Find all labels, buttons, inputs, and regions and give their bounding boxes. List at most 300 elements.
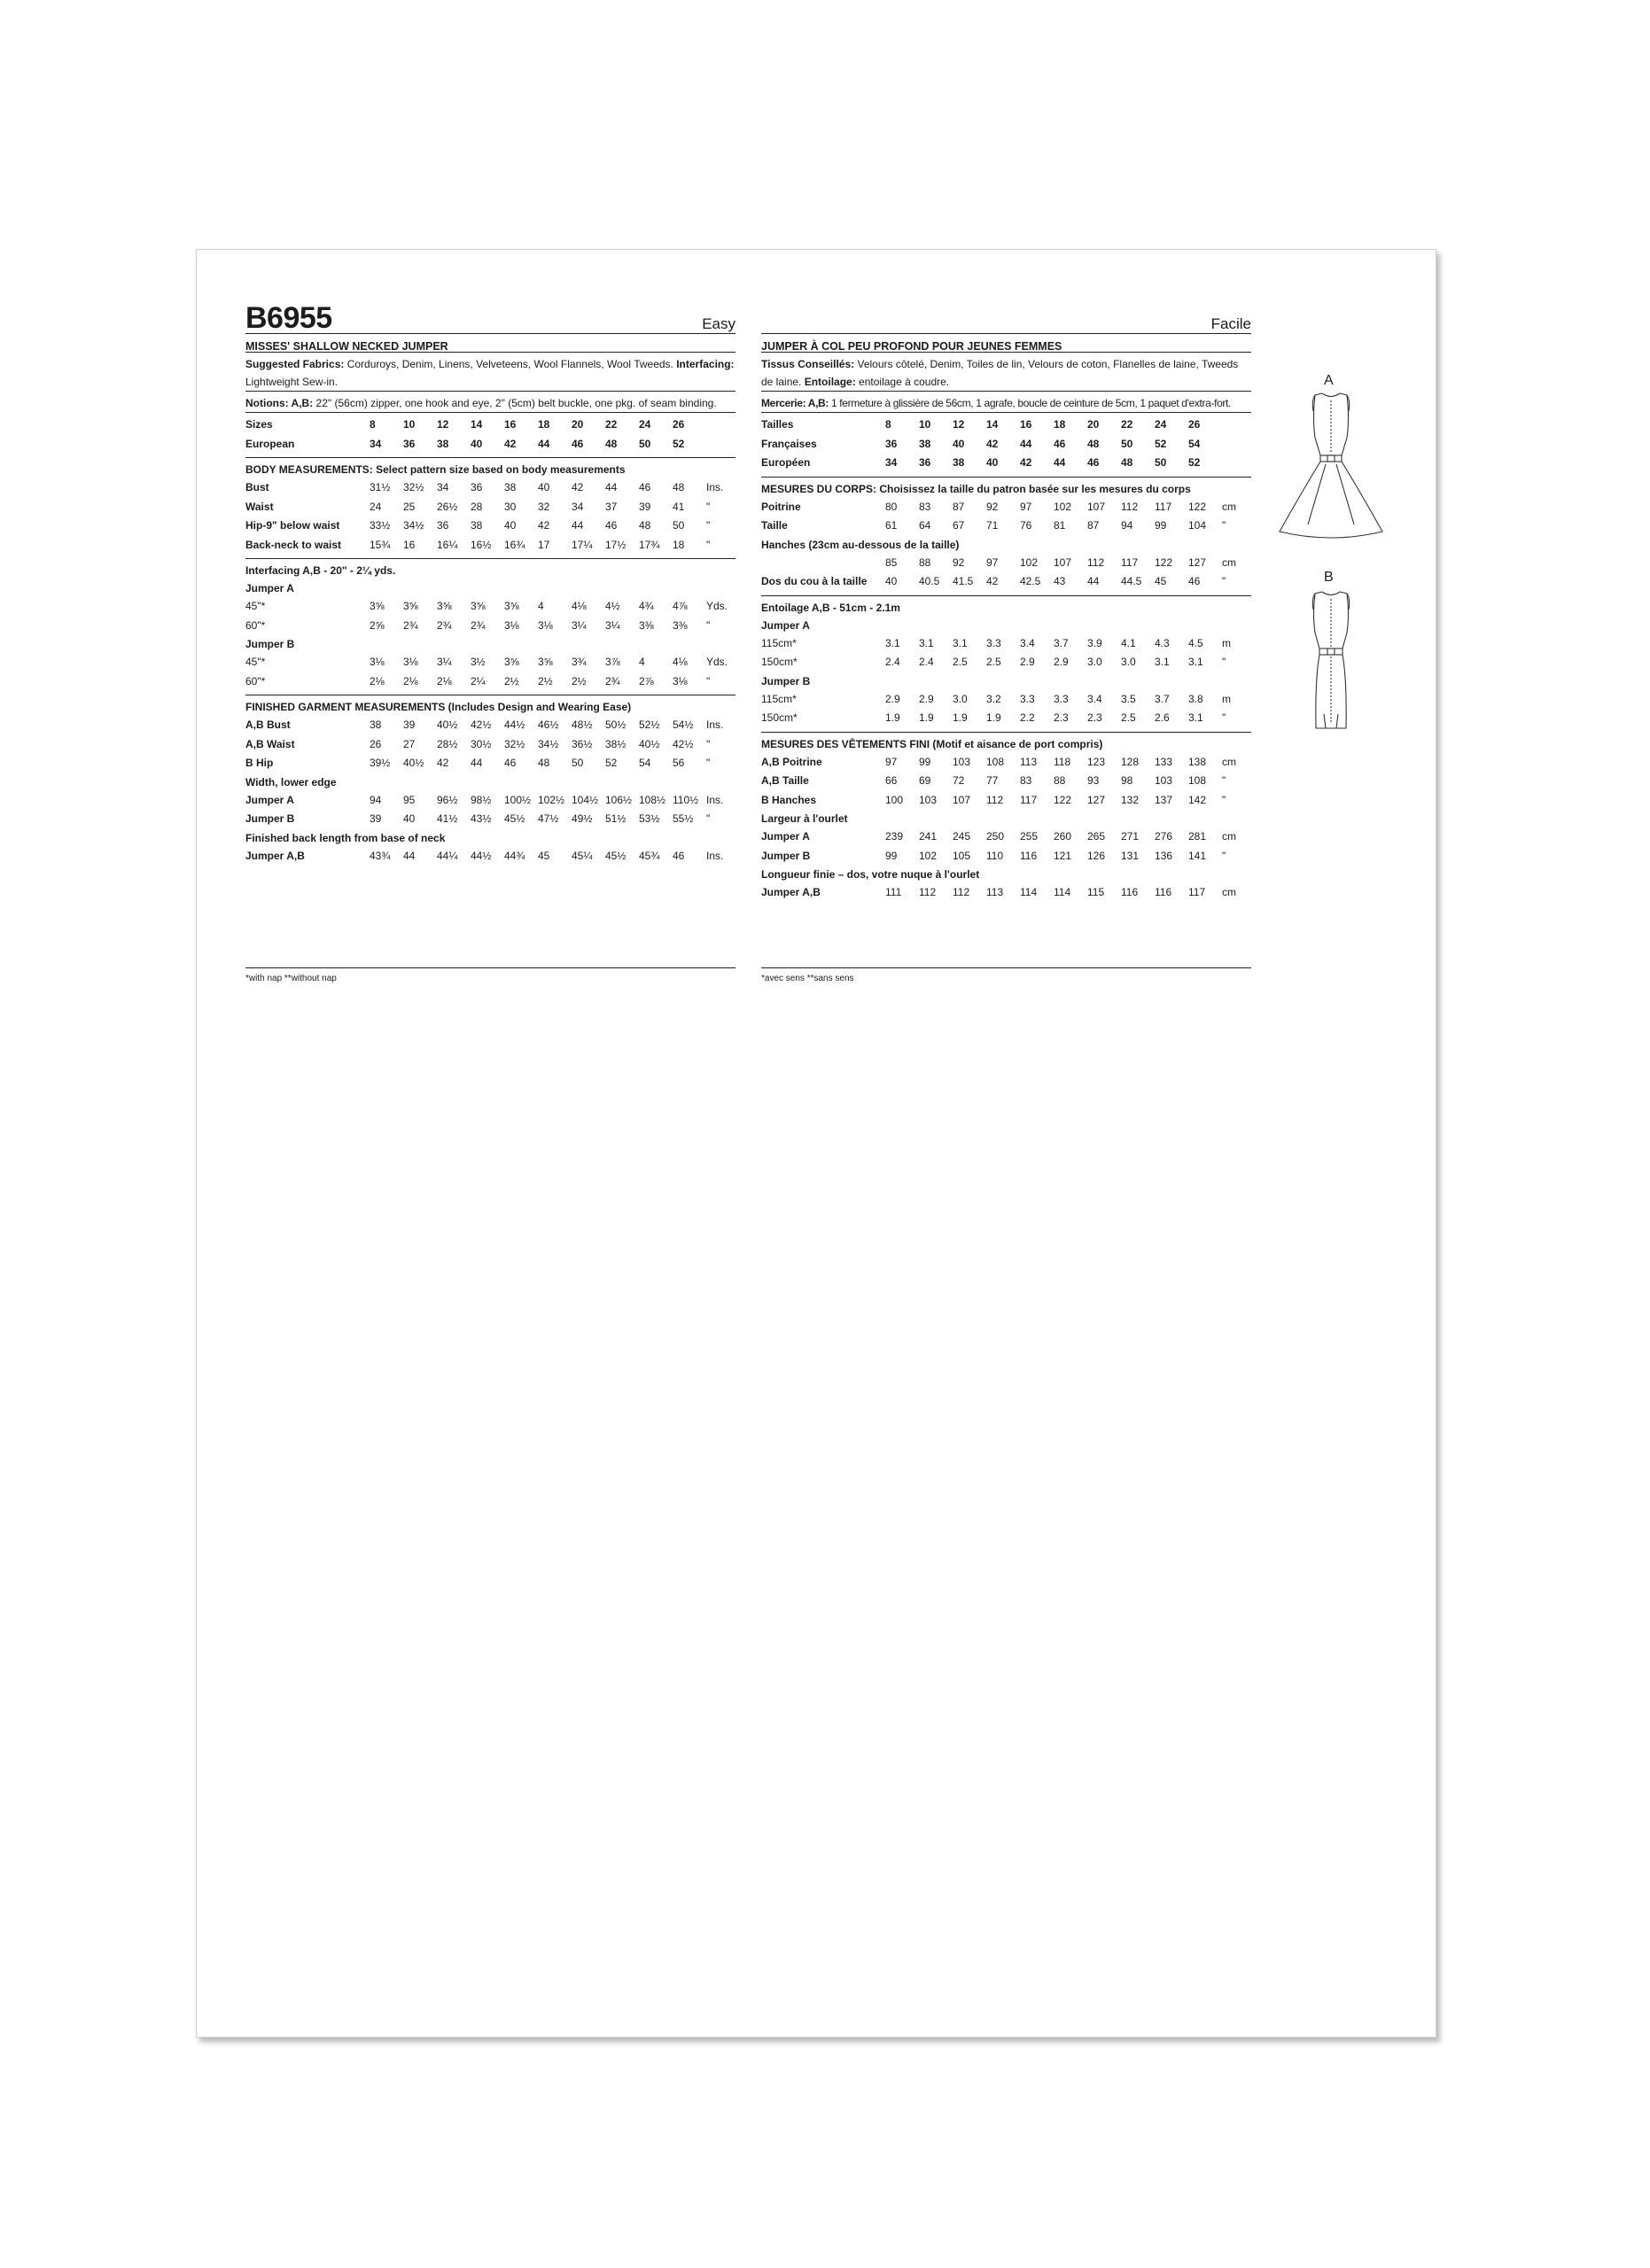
table-row — [245, 716, 735, 735]
size-value: 116 — [1155, 886, 1172, 898]
table-row — [761, 883, 1251, 903]
size-value: 88 — [1054, 774, 1066, 787]
size-value: 107 — [1087, 500, 1106, 513]
body-measurements-block-fr — [761, 478, 1251, 596]
unit-cell: cm — [1222, 755, 1236, 768]
table-row — [761, 653, 1251, 672]
size-value: 44½ — [504, 718, 525, 731]
size-value: 2⅛ — [403, 674, 418, 687]
size-value: 2¾ — [403, 618, 418, 632]
size-value: 126 — [1087, 849, 1106, 862]
size-value: 116 — [1121, 886, 1139, 898]
jumper-b-table — [245, 653, 735, 691]
size-value: 42 — [437, 757, 449, 769]
interfacing-label: Interfacing: — [676, 358, 735, 370]
table-row — [245, 536, 735, 555]
size-value: 24 — [1155, 418, 1167, 431]
size-value: 40 — [403, 812, 416, 825]
size-value: 94 — [1121, 519, 1133, 532]
size-value: 2¾ — [605, 674, 620, 687]
size-value: 2.5 — [1121, 711, 1136, 724]
size-value: 4 — [639, 656, 645, 668]
size-value: 44¼ — [437, 849, 458, 862]
size-value: 133 — [1155, 755, 1173, 768]
size-value: 3⅞ — [605, 656, 620, 668]
size-value: 16 — [1020, 418, 1032, 431]
size-value: 112 — [1121, 500, 1139, 513]
size-value: 102½ — [538, 793, 565, 806]
size-value: 2.9 — [885, 692, 900, 705]
size-value: 17½ — [605, 538, 627, 551]
table-row — [761, 709, 1251, 728]
size-value: 15¾ — [370, 538, 391, 551]
size-value: 106½ — [605, 793, 633, 806]
notions-text: 22" (56cm) zipper, one hook and eye, 2" (5cm) belt buckle, one pkg. of seam binding. — [313, 397, 717, 409]
size-value: 44 — [1087, 575, 1100, 587]
size-value: 3.1 — [953, 636, 968, 649]
fabrics-text: Corduroys, Denim, Linens, Velveteens, Wool Flannels, Wool Tweeds. — [344, 358, 677, 370]
size-value: 22 — [1121, 418, 1133, 431]
size-value: 112 — [986, 793, 1004, 806]
table-row — [761, 772, 1251, 791]
size-value: 3.1 — [1188, 656, 1203, 668]
table-row — [761, 416, 1251, 435]
size-value: 8 — [885, 418, 891, 431]
table-row — [245, 597, 735, 617]
size-value: 18 — [538, 418, 550, 431]
size-value: 3.3 — [1054, 692, 1069, 705]
table-row — [245, 847, 735, 866]
size-value: 128 — [1121, 755, 1140, 768]
size-value: 83 — [1020, 774, 1032, 787]
view-a-dress-icon — [1276, 392, 1386, 542]
fabrics-paragraph-fr — [761, 353, 1251, 392]
jumper-a-table-fr — [761, 634, 1251, 672]
size-value: 50 — [639, 437, 651, 450]
size-value: 3⅝ — [504, 600, 519, 612]
size-value: 17¼ — [572, 538, 593, 551]
size-value: 103 — [953, 755, 971, 768]
size-value: 3⅛ — [673, 674, 688, 687]
table-row — [245, 754, 735, 773]
finished-table — [245, 716, 735, 773]
size-value: 40 — [538, 481, 550, 493]
row-label: Jumper A,B — [761, 886, 821, 898]
size-value: 14 — [986, 418, 999, 431]
row-label: Françaises — [761, 437, 817, 450]
length-table — [245, 847, 735, 866]
size-value: 12 — [953, 418, 965, 431]
length-heading: Finished back length from base of neck — [245, 831, 446, 844]
pattern-envelope-back — [196, 249, 1436, 2038]
size-value: 2.4 — [885, 656, 900, 668]
size-value: 2.5 — [953, 656, 968, 668]
size-value: 52 — [1155, 437, 1167, 450]
unit-cell: cm — [1222, 886, 1236, 898]
yardage-block-fr — [761, 596, 1251, 733]
table-row — [761, 498, 1251, 517]
size-value: 87 — [1087, 519, 1100, 532]
size-value: 42 — [538, 519, 550, 532]
hanches-heading: Hanches (23cm au-dessous de la taille) — [761, 538, 960, 551]
size-value: 32½ — [504, 737, 525, 750]
size-value: 52 — [1188, 456, 1201, 469]
size-value: 255 — [1020, 830, 1039, 843]
size-value: 96½ — [437, 793, 458, 806]
unit-cell: m — [1222, 692, 1231, 705]
size-value: 2.3 — [1087, 711, 1102, 724]
unit-cell: " — [706, 812, 711, 825]
unit-cell: " — [1222, 793, 1226, 806]
size-value: 72 — [953, 774, 965, 787]
size-value: 4⅛ — [673, 656, 688, 668]
size-value: 105 — [953, 849, 971, 862]
unit-cell: Ins. — [706, 793, 724, 806]
size-value: 114 — [1020, 886, 1038, 898]
size-value: 245 — [953, 830, 971, 843]
unit-cell: " — [706, 519, 711, 532]
size-value: 56 — [673, 757, 685, 769]
row-label: Jumper A,B — [245, 849, 305, 862]
unit-cell: " — [706, 538, 711, 551]
unit-cell: Yds. — [706, 600, 728, 612]
size-value: 99 — [919, 755, 931, 768]
length-heading-fr: Longueur finie – dos, votre nuque à l'ourlet — [761, 868, 980, 881]
row-label: 150cm* — [761, 656, 798, 668]
size-value: 95 — [403, 793, 416, 806]
fabrics-text-fr: Velours côtelé, Denim, Toiles de lin, Velours de coton, Flanelles de laine, Tweeds de laine. — [761, 358, 1239, 388]
size-value: 2.2 — [1020, 711, 1035, 724]
size-value: 48½ — [572, 718, 593, 731]
unit-cell: " — [706, 757, 711, 769]
size-value: 2⅛ — [370, 674, 385, 687]
size-value: 2⅛ — [437, 674, 452, 687]
size-value: 50 — [1155, 456, 1167, 469]
body-measurements-table — [245, 478, 735, 555]
size-value: 54 — [1188, 437, 1201, 450]
size-value: 103 — [1155, 774, 1173, 787]
size-value: 131 — [1121, 849, 1140, 862]
unit-cell: " — [1222, 849, 1226, 862]
size-value: 137 — [1155, 793, 1173, 806]
unit-cell — [706, 416, 735, 435]
unit-cell: cm — [1222, 830, 1236, 843]
size-value: 36 — [885, 437, 898, 450]
size-value: 110½ — [673, 793, 699, 806]
size-value: 33½ — [370, 519, 391, 532]
size-value: 94 — [370, 793, 382, 806]
size-value: 16¼ — [437, 538, 458, 551]
size-value: 76 — [1020, 519, 1032, 532]
row-label: Sizes — [245, 418, 273, 431]
size-value: 44 — [572, 519, 584, 532]
size-value: 20 — [572, 418, 584, 431]
size-value: 45½ — [605, 849, 627, 862]
size-value: 92 — [953, 555, 965, 569]
row-label: 150cm* — [761, 711, 798, 724]
size-value: 38 — [437, 437, 449, 450]
row-label: 115cm* — [761, 636, 797, 649]
size-value: 281 — [1188, 830, 1207, 843]
size-value: 4½ — [605, 600, 620, 612]
size-value: 16½ — [471, 538, 492, 551]
size-value: 2.5 — [986, 656, 1001, 668]
size-value: 17¾ — [639, 538, 660, 551]
view-b-label: B — [1324, 570, 1334, 585]
sizes-table-fr — [761, 416, 1251, 473]
size-value: 44 — [403, 849, 416, 862]
size-value: 40½ — [639, 737, 660, 750]
jumper-a-heading-fr: Jumper A — [761, 618, 810, 632]
size-value: 3.4 — [1020, 636, 1035, 649]
row-label: B Hip — [245, 757, 274, 769]
size-value: 26½ — [437, 500, 458, 513]
size-value: 36 — [471, 481, 483, 493]
unit-cell: " — [706, 500, 711, 513]
size-value: 30½ — [471, 737, 492, 750]
size-value: 108½ — [639, 793, 666, 806]
size-value: 36 — [403, 437, 416, 450]
interfacing-text-fr: entoilage à coudre. — [855, 376, 950, 388]
size-value: 48 — [605, 437, 618, 450]
size-value: 111 — [885, 886, 902, 898]
size-value: 40 — [953, 437, 965, 450]
row-label — [761, 554, 885, 573]
table-row — [245, 617, 735, 636]
size-value: 48 — [538, 757, 550, 769]
yardage-block — [245, 559, 735, 695]
jumper-b-table-fr — [761, 690, 1251, 728]
size-value: 127 — [1188, 555, 1207, 569]
unit-cell: Ins. — [706, 718, 724, 731]
size-value: 40.5 — [919, 575, 940, 587]
size-value: 115 — [1087, 886, 1105, 898]
notions-paragraph — [245, 392, 735, 413]
size-value: 46 — [605, 519, 618, 532]
size-value: 271 — [1121, 830, 1140, 843]
size-value: 118 — [1054, 755, 1071, 768]
size-value: 108 — [986, 755, 1005, 768]
size-value: 32½ — [403, 481, 424, 493]
size-value: 2.9 — [1054, 656, 1069, 668]
size-value: 24 — [370, 500, 382, 513]
unit-cell: " — [1222, 575, 1226, 587]
row-label: 60"* — [245, 674, 266, 687]
table-row — [245, 810, 735, 829]
size-value: 55½ — [673, 812, 694, 825]
size-value: 3⅜ — [673, 618, 688, 632]
size-value: 100 — [885, 793, 904, 806]
size-value: 46 — [504, 757, 517, 769]
size-value: 4⅛ — [572, 600, 587, 612]
size-value: 97 — [986, 555, 999, 569]
row-label: Poitrine — [761, 500, 801, 513]
sizes-table — [245, 416, 735, 454]
size-value: 112 — [953, 886, 970, 898]
unit-cell — [706, 435, 735, 454]
size-value: 2½ — [572, 674, 587, 687]
size-value: 10 — [403, 418, 416, 431]
body-measurements-block — [245, 458, 735, 559]
size-value: 260 — [1054, 830, 1072, 843]
size-value: 38½ — [605, 737, 627, 750]
french-column — [761, 299, 1251, 906]
unit-cell — [1222, 435, 1251, 454]
size-value: 136 — [1155, 849, 1173, 862]
jumper-b-heading: Jumper B — [245, 638, 295, 650]
size-value: 40 — [986, 456, 999, 469]
size-value: 98½ — [471, 793, 492, 806]
size-value: 104 — [1188, 519, 1207, 532]
size-value: 42½ — [673, 737, 694, 750]
size-value: 45¼ — [572, 849, 593, 862]
size-value: 2½ — [538, 674, 553, 687]
size-value: 46 — [572, 437, 584, 450]
size-value: 3.1 — [919, 636, 934, 649]
table-row — [761, 634, 1251, 654]
size-value: 24 — [639, 418, 651, 431]
size-value: 41.5 — [953, 575, 974, 587]
table-row — [761, 791, 1251, 811]
unit-cell: " — [706, 674, 711, 687]
size-value: 104½ — [572, 793, 599, 806]
size-value: 36 — [437, 519, 449, 532]
size-value: 22 — [605, 418, 618, 431]
size-value: 28½ — [437, 737, 458, 750]
size-value: 3⅝ — [403, 600, 418, 612]
size-value: 44 — [471, 757, 483, 769]
size-value: 54½ — [673, 718, 694, 731]
size-value: 122 — [1188, 500, 1207, 513]
size-value: 102 — [919, 849, 938, 862]
footer-rule — [245, 967, 735, 968]
size-value: 48 — [1087, 437, 1100, 450]
size-value: 16¾ — [504, 538, 525, 551]
size-value: 18 — [673, 538, 685, 551]
size-value: 3½ — [471, 656, 486, 668]
size-value: 2¾ — [437, 618, 452, 632]
footer-rule-fr — [761, 967, 1251, 968]
size-value: 44¾ — [504, 849, 525, 862]
size-value: 27 — [403, 737, 416, 750]
size-value: 93 — [1087, 774, 1100, 787]
size-value: 40½ — [437, 718, 458, 731]
size-value: 108 — [1188, 774, 1207, 787]
size-value: 50 — [572, 757, 584, 769]
size-value: 48 — [1121, 456, 1133, 469]
size-value: 4¾ — [639, 600, 654, 612]
size-value: 45 — [1155, 575, 1167, 587]
size-value: 38 — [953, 456, 965, 469]
size-value: 250 — [986, 830, 1005, 843]
jumper-b-heading-fr: Jumper B — [761, 674, 811, 687]
size-value: 102 — [1020, 555, 1039, 569]
size-value: 34½ — [538, 737, 559, 750]
pattern-number: B6955 — [245, 301, 332, 335]
table-row — [245, 435, 735, 454]
body-measurements-table-fr-2 — [761, 554, 1251, 592]
interfacing-label-fr: Entoilage: — [804, 376, 856, 388]
size-value: 83 — [919, 500, 931, 513]
size-value: 32 — [538, 500, 550, 513]
size-value: 138 — [1188, 755, 1207, 768]
size-value: 46 — [1054, 437, 1066, 450]
size-value: 2½ — [504, 674, 519, 687]
size-value: 107 — [953, 793, 971, 806]
size-value: 26 — [673, 418, 685, 431]
size-value: 3.1 — [1155, 656, 1170, 668]
size-value: 3⅜ — [639, 618, 654, 632]
size-value: 44.5 — [1121, 575, 1142, 587]
footnote: *with nap **without nap — [245, 974, 337, 983]
size-value: 3.2 — [986, 692, 1001, 705]
size-value: 41½ — [437, 812, 458, 825]
size-value: 1.9 — [885, 711, 900, 724]
size-value: 276 — [1155, 830, 1173, 843]
row-label: Jumper B — [761, 849, 811, 862]
size-value: 45¾ — [639, 849, 660, 862]
size-value: 122 — [1155, 555, 1173, 569]
size-value: 3⅛ — [370, 656, 385, 668]
size-value: 36 — [919, 456, 931, 469]
size-value: 34 — [437, 481, 449, 493]
size-value: 1.9 — [986, 711, 1001, 724]
size-value: 26 — [370, 737, 382, 750]
size-value: 132 — [1121, 793, 1140, 806]
size-value: 3.1 — [1188, 711, 1203, 724]
size-value: 142 — [1188, 793, 1207, 806]
table-row — [245, 478, 735, 498]
notions-paragraph-fr — [761, 392, 1251, 413]
size-value: 43 — [1054, 575, 1066, 587]
size-value: 3.7 — [1054, 636, 1069, 649]
unit-cell: " — [706, 618, 711, 632]
unit-cell: " — [1222, 711, 1226, 724]
size-value: 34 — [370, 437, 382, 450]
unit-cell: " — [1222, 656, 1226, 668]
size-value: 67 — [953, 519, 965, 532]
row-label: Jumper B — [245, 812, 295, 825]
size-value: 110 — [986, 849, 1004, 862]
size-value: 117 — [1155, 500, 1172, 513]
size-value: 85 — [885, 555, 898, 569]
unit-cell: Yds. — [706, 656, 728, 668]
table-row — [761, 517, 1251, 536]
size-value: 92 — [986, 500, 999, 513]
size-value: 2¾ — [471, 618, 486, 632]
size-value: 25 — [403, 500, 416, 513]
pattern-title-fr: JUMPER À COL PEU PROFOND POUR JEUNES FEMMES — [761, 334, 1251, 353]
size-value: 88 — [919, 555, 931, 569]
size-value: 81 — [1054, 519, 1066, 532]
size-value: 40 — [504, 519, 517, 532]
size-value: 103 — [919, 793, 938, 806]
size-value: 39½ — [370, 757, 391, 769]
size-value: 38 — [370, 718, 382, 731]
size-value: 52 — [605, 757, 618, 769]
notions-label-fr: Mercerie: A,B: — [761, 397, 829, 409]
table-row — [761, 554, 1251, 573]
size-value: 42 — [1020, 456, 1032, 469]
size-value: 50½ — [605, 718, 627, 731]
size-value: 41 — [673, 500, 685, 513]
table-row — [245, 517, 735, 536]
view-a-label: A — [1324, 373, 1334, 388]
table-row — [761, 435, 1251, 454]
size-value: 39 — [403, 718, 416, 731]
table-row — [761, 572, 1251, 592]
row-label: Tailles — [761, 418, 794, 431]
